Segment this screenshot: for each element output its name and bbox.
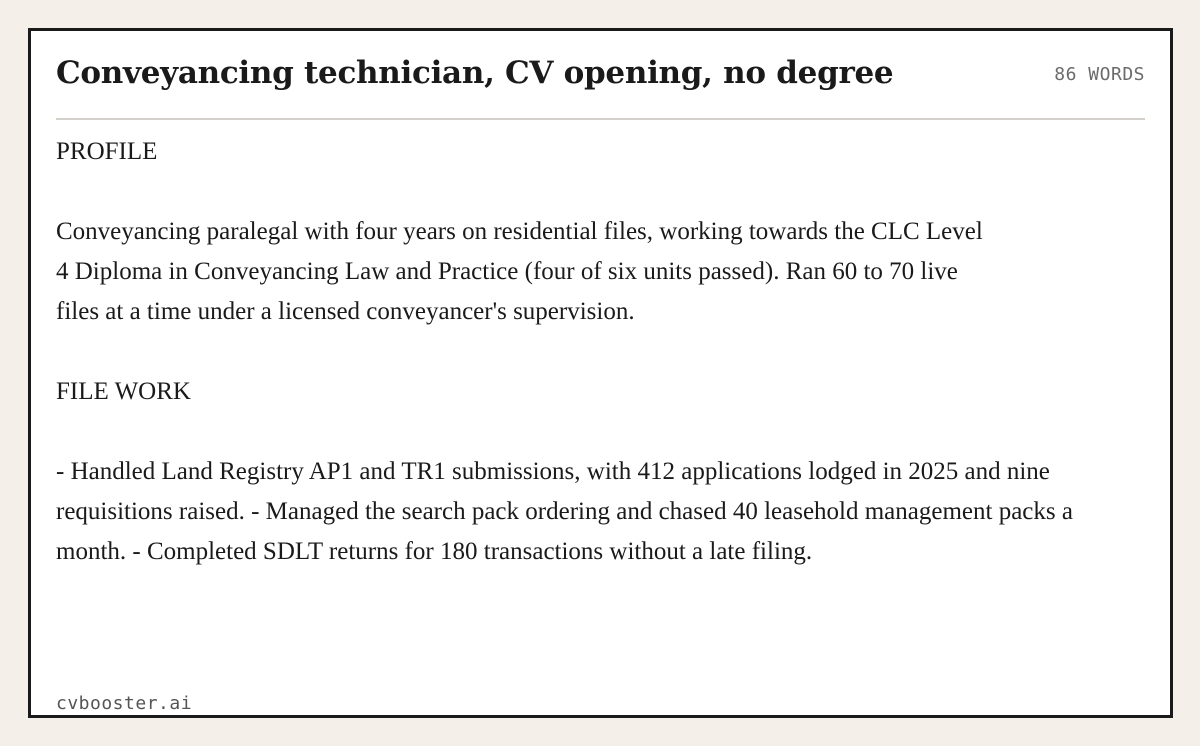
cv-body <box>56 132 1086 572</box>
spacer <box>56 412 1086 452</box>
section-heading-profile: PROFILE <box>56 138 158 165</box>
spacer <box>56 172 1086 212</box>
cv-card <box>28 28 1173 718</box>
brand-footer: cvbooster.ai <box>56 693 193 714</box>
card-header <box>56 31 1145 120</box>
file-work-paragraph: - Handled Land Registry AP1 and TR1 submissions, with 412 applications lodged in 2025 and nine requisitions raised. - Managed the search pack ordering and chased 40 leasehold management packs a month. - Completed SDLT returns for 180 transactions without a late filing. <box>56 458 1073 565</box>
profile-paragraph: Conveyancing paralegal with four years on residential files, working towards the CLC Level 4 Diploma in Conveyancing Law and Practice (four of six units passed). Ran 60 to 70 live files at a time under a licensed conveyancer's supervision. <box>56 218 983 325</box>
word-count-badge: 86 WORDS <box>1054 64 1145 85</box>
spacer <box>56 332 1086 372</box>
section-heading-file-work: FILE WORK <box>56 378 191 405</box>
page-title: Conveyancing technician, CV opening, no degree <box>56 55 894 91</box>
